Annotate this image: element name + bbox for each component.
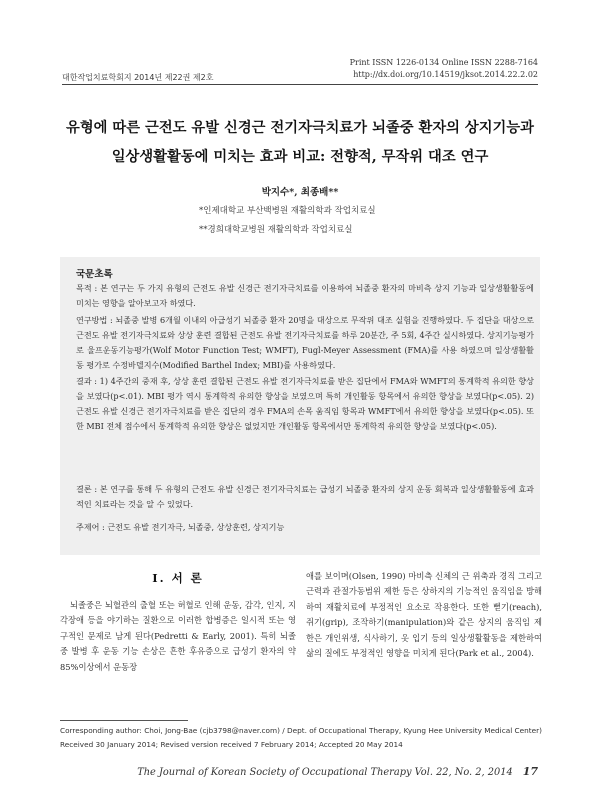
- affiliation-2: **경희대학교병원 재활의학과 작업치료실: [199, 225, 353, 235]
- abstract-purpose: 목적 : 본 연구는 두 가지 유형의 근전도 유발 신경근 전기자극치료를 이용하여 뇌졸중 환자의 마비측 상지 기능과 일상생활활동에 미치는 영향을 알아보고자 하였다.: [76, 283, 534, 308]
- abstract-results: 결과 : 1) 4주간의 중재 후, 상상 훈련 결합된 근전도 유발 전기자극치료를 받은 집단에서 FMA와 WMFT의 통계학적 유의한 향상을 보였다(p<.01). MBI 평가 역시 통계학적 유의한 향상을 보였으며 특히 개인활동 항목에서 유의한 향상을 보였다(p<.05). 2) 근전도 유발 신경근 전기자극치료를 받은 집단의 경우 FMA의 손목 움직임 항목과 WMFT에서 유의한 향상을 보였다(p<.05). 또한 MBI 전체 점수에서 통계학적 유의한 향상은 없었지만 개인활동 항목에서만 통계학적 유의한 향상을 보였다(p<.05).: [76, 376, 534, 431]
- section-title-introduction: Ⅰ. 서 론: [152, 571, 204, 585]
- authors: 박지수*, 최종배**: [261, 187, 339, 198]
- journal-footer-title: The Journal of Korean Society of Occupational Therapy Vol. 22, No. 2, 2014: [137, 767, 513, 778]
- corresponding-author-footnote: Corresponding author: Choi, Jong-Bae (cjb3798@naver.com) / Dept. of Occupational Therapy, Kyung Hee University Medical Center): [60, 726, 542, 735]
- journal-header-korean: 대한작업치료학회지 2014년 제22권 제2호: [62, 73, 214, 82]
- abstract-heading: 국문초록: [76, 269, 113, 280]
- abstract-methods: 연구방법 : 뇌졸중 발병 6개월 이내의 아급성기 뇌졸중 환자 20명을 대상으로 무작위 대조 실험을 진행하였다. 두 집단을 대상으로 근전도 유발 전기자극치료와 상상 훈련 결합된 근전도 유발 전기자극치료를 하루 20분간, 주 5회, 4주간 실시하였다. 상지기능평가로 울프운동기능평가(Wolf Motor Function Test; WMFT), Fugl-Meyer Assessment (FMA)를 사용 하였으며 일상생활활동 평가로 수정바델지수(Modified Barthel Index; MBI)를 사용하였다.: [76, 315, 534, 370]
- affiliation-1: *인제대학교 부산백병원 재활의학과 작업치료실: [199, 206, 376, 216]
- footnote-rule: [60, 720, 188, 721]
- abstract-conclusion: 결론 : 본 연구를 통해 두 유형의 근전도 유발 신경근 전기자극치료는 급성기 뇌졸중 환자의 상지 운동 회복과 일상생활활동에 효과적인 치료라는 것을 알 수 있었다.: [76, 484, 534, 509]
- header-rule: [62, 84, 538, 85]
- issn-doi-block: [350, 57, 538, 81]
- journal-footer: [137, 765, 538, 778]
- body-text-right-column: 애를 보이며(Olsen, 1990) 마비측 신체의 근 위축과 경직 그리고 근력과 관절가동범위 제한 등은 상하지의 기능적인 움직임을 방해하여 재활치료에 부정적인 요소로 작용한다. 또한 뻗기(reach), 쥐기(grip), 조작하기(manipulation)와 같은 상지의 움직임 제한은 개인위생, 식사하기, 옷 입기 등의 일상생활활동을 제한하여 삶의 질에도 부정적인 영향을 미치게 된다(Park et al., 2004).: [306, 571, 542, 659]
- paper-title-line-1: 유형에 따른 근전도 유발 신경근 전기자극치료가 뇌졸중 환자의 상지기능과: [66, 120, 534, 136]
- body-text-left-column: 뇌졸중은 뇌혈관의 출혈 또는 허혈로 인해 운동, 감각, 인지, 지각장애 등을 야기하는 질환으로 이러한 합병증은 일시적 또는 영구적인 문제로 남게 된다(Pedretti & Early, 2001). 특히 뇌졸중 발병 후 운동 기능 손상은 흔한 후유증으로 급성기 환자의 약 85%이상에서 운동장: [60, 600, 296, 672]
- paper-title-line-2: 일상생활활동에 미치는 효과 비교: 전향적, 무작위 대조 연구: [111, 149, 489, 165]
- keywords: 주제어 : 근전도 유발 전기자극, 뇌졸중, 상상훈련, 상지기능: [76, 522, 285, 532]
- received-dates-footnote: Received 30 January 2014; Revised version received 7 February 2014; Accepted 20 May 2014: [60, 740, 403, 749]
- issn-text: Print ISSN 1226-0134 Online ISSN 2288-7164: [349, 58, 538, 67]
- page-number: 17: [522, 765, 538, 778]
- doi-link[interactable]: http://dx.doi.org/10.14519/jksot.2014.22.2.02: [353, 70, 538, 79]
